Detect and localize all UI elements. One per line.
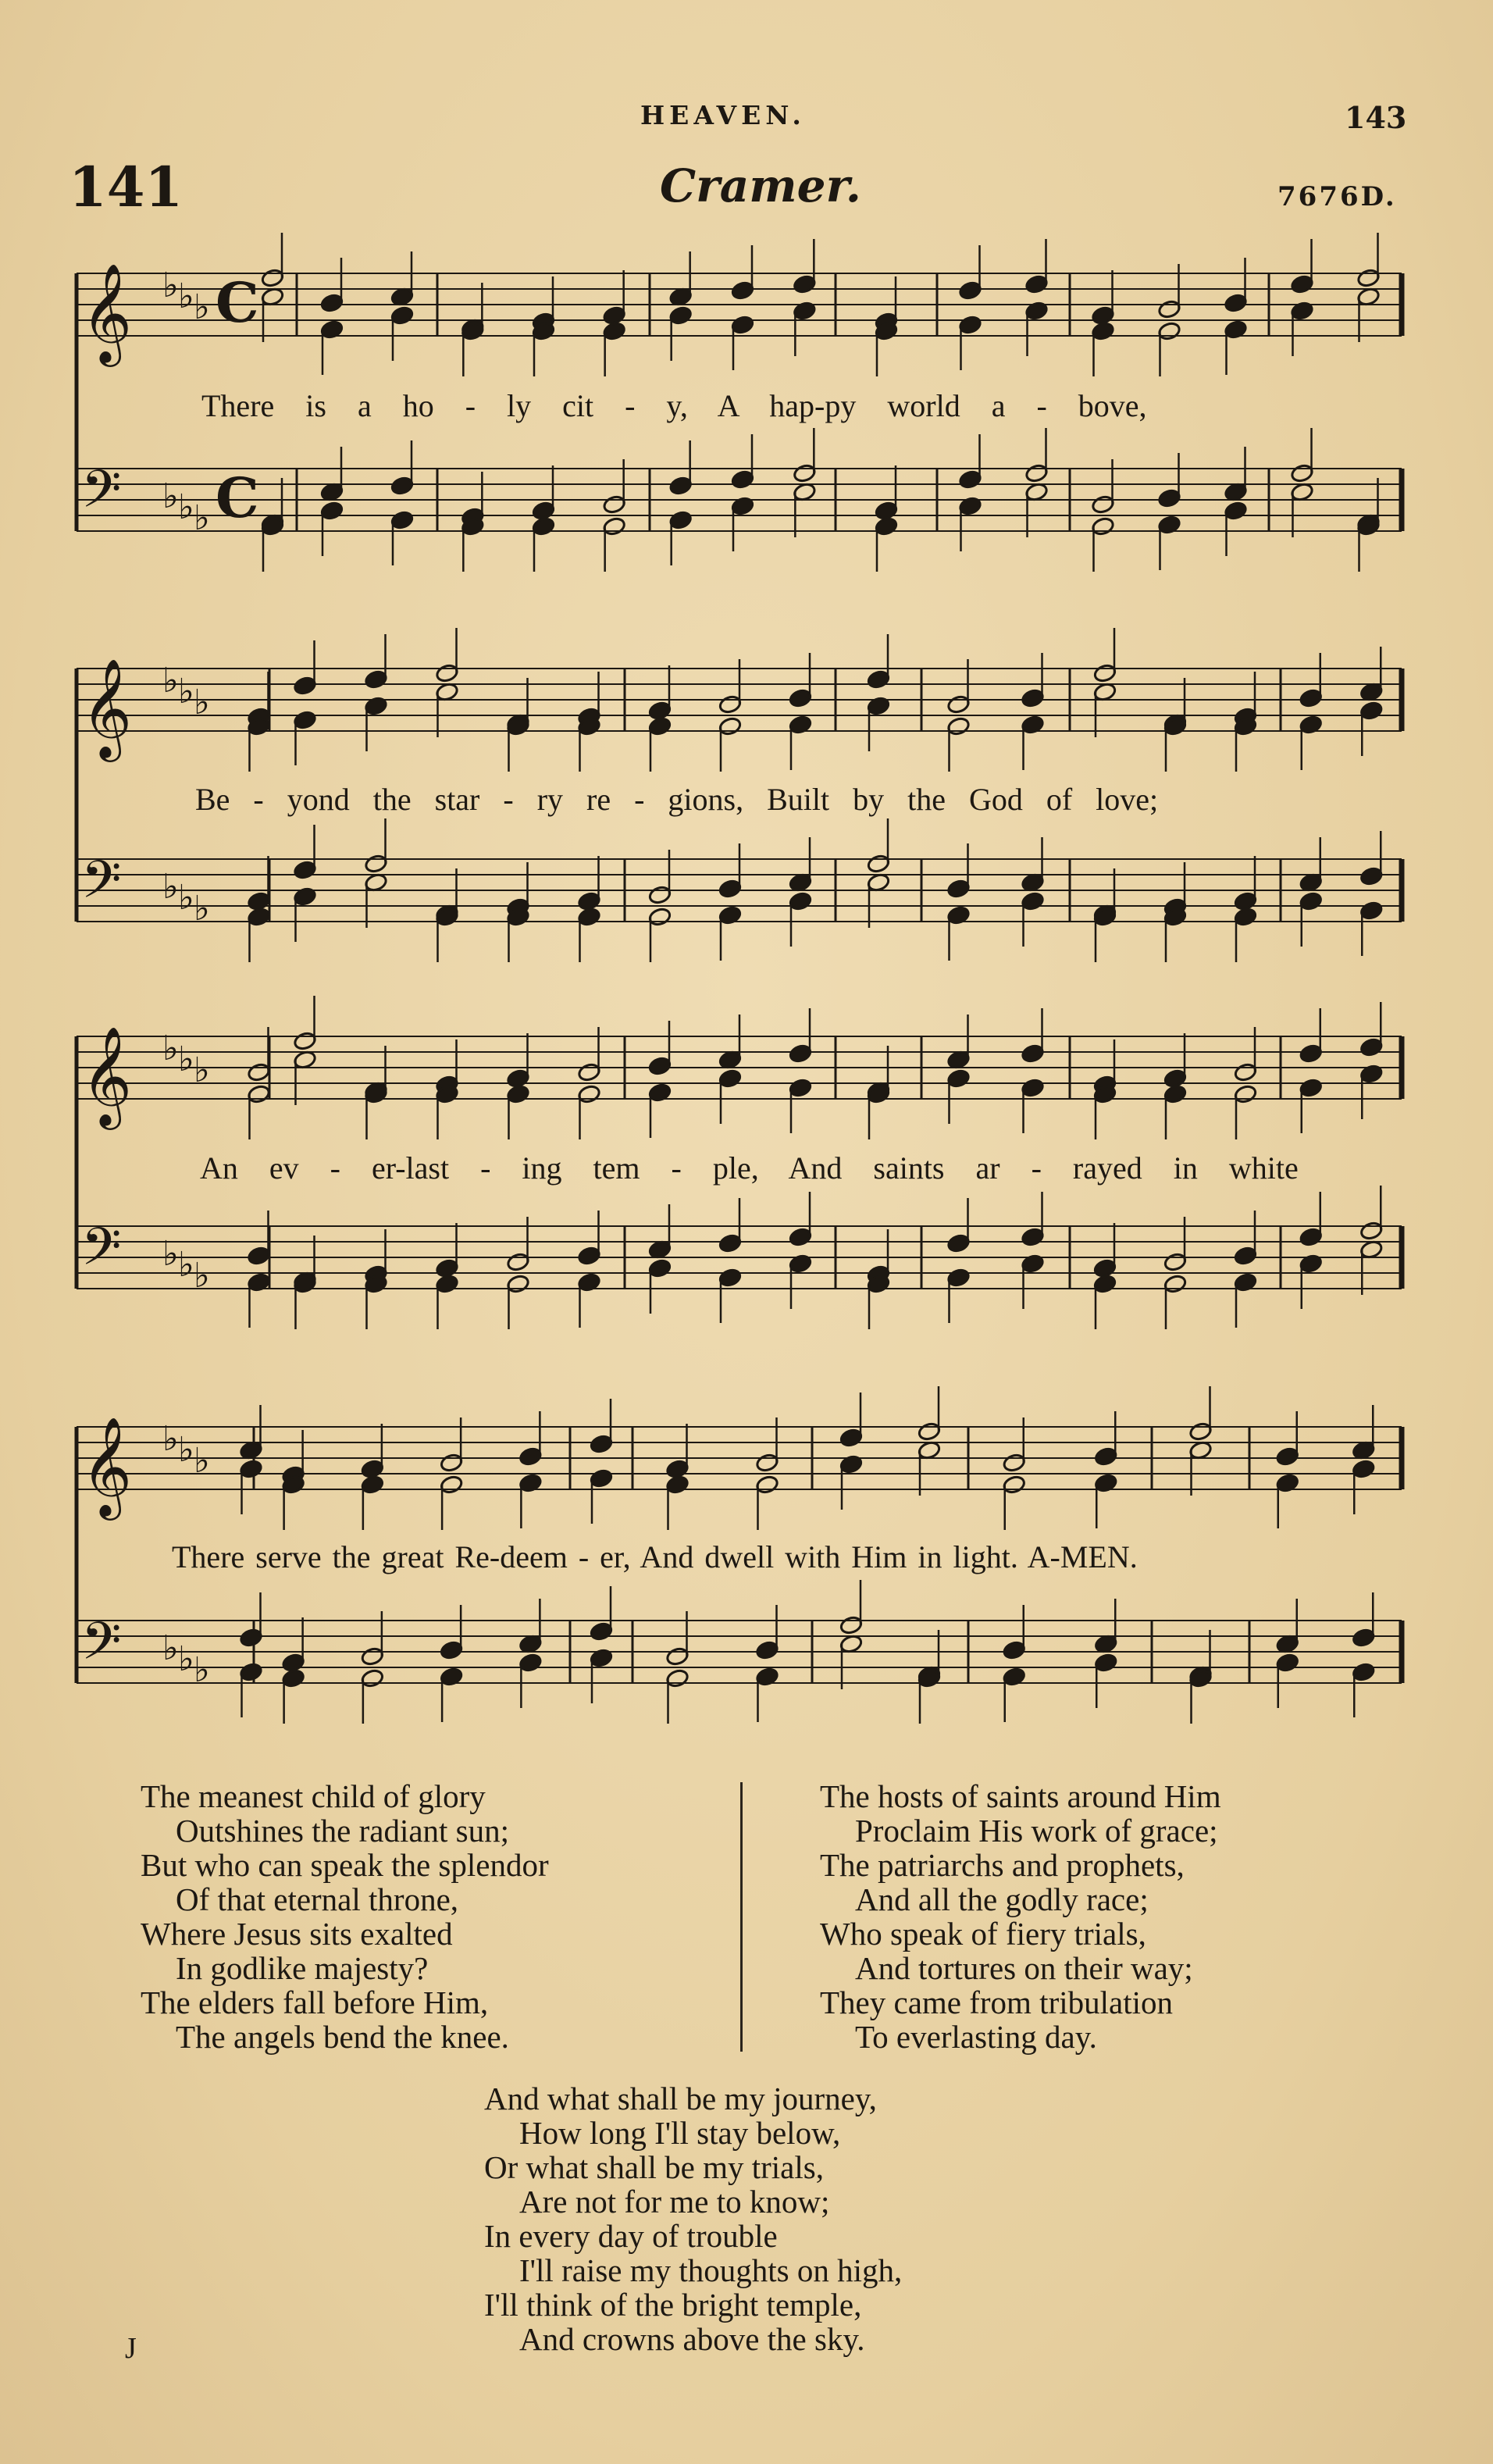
stanza-4 — [484, 2081, 902, 2356]
notehead — [1299, 1227, 1323, 1247]
stanza-line: Where Jesus sits exalted — [141, 1916, 453, 1952]
notehead — [590, 1468, 614, 1489]
notehead — [1091, 321, 1115, 341]
notehead — [1163, 1068, 1188, 1089]
notehead — [867, 669, 891, 690]
stanza-line: And tortures on their way; — [855, 1950, 1193, 1986]
notehead — [1359, 701, 1384, 721]
bass-clef: 𝄢 — [81, 1217, 122, 1289]
notehead — [946, 879, 971, 899]
notehead — [789, 1043, 813, 1064]
treble-clef: 𝄞 — [81, 262, 133, 362]
notehead — [1094, 1446, 1118, 1467]
notehead — [718, 1068, 743, 1089]
lyric-line-4: There serve the great Re-deem - er, And dwell with Him in light. A-MEN. — [172, 1539, 1138, 1574]
notehead — [361, 1668, 385, 1688]
stanza-line: To everlasting day. — [855, 2019, 1097, 2055]
notehead — [390, 305, 415, 326]
flat-sign: ♭ — [178, 1245, 194, 1285]
notehead — [364, 696, 388, 716]
notehead — [1359, 1221, 1384, 1241]
notehead — [1290, 274, 1314, 294]
notehead — [1091, 494, 1115, 515]
notehead — [1094, 1653, 1118, 1673]
notehead — [1093, 1274, 1117, 1294]
notehead — [281, 1653, 305, 1673]
notehead — [648, 1082, 672, 1103]
flat-sign: ♭ — [178, 1430, 194, 1470]
bass-clef: 𝄢 — [81, 1611, 122, 1684]
notehead — [867, 854, 891, 874]
stanza-line: The meanest child of glory — [141, 1778, 486, 1814]
flat-sign: ♭ — [194, 889, 210, 929]
flat-sign: ♭ — [194, 287, 210, 327]
stanza-line: Who speak of fiery trials, — [820, 1916, 1146, 1952]
flat-sign: ♭ — [194, 683, 210, 722]
lyric-line-1: There is a ho - ly cit - y, A hap-py world a - bove, — [201, 388, 1147, 423]
notehead — [793, 301, 817, 321]
notehead — [361, 1474, 385, 1495]
notehead — [1021, 688, 1045, 708]
notehead — [1299, 891, 1323, 911]
notehead — [665, 1459, 689, 1479]
notehead — [577, 1246, 601, 1266]
notehead — [789, 715, 813, 735]
notehead — [293, 886, 317, 907]
notehead — [1275, 1473, 1299, 1493]
treble-clef: 𝄞 — [81, 1025, 133, 1125]
notehead — [247, 1246, 271, 1266]
stanza-line: The elders fall before Him, — [141, 1984, 489, 2020]
notehead — [1188, 1421, 1213, 1442]
stanza-line: I'll raise my thoughts on high, — [519, 2252, 903, 2288]
notehead — [789, 688, 813, 708]
notehead — [590, 1434, 614, 1454]
notehead — [867, 696, 891, 716]
notehead — [946, 716, 971, 736]
notehead — [668, 305, 693, 326]
stanza-line: The patriarchs and prophets, — [820, 1847, 1185, 1883]
notehead — [665, 1646, 689, 1667]
stanza-3 — [820, 1779, 1221, 2054]
notehead — [239, 1662, 263, 1682]
notehead — [293, 1031, 317, 1051]
notehead — [1234, 907, 1258, 927]
flat-sign: ♭ — [162, 1419, 179, 1459]
flat-sign: ♭ — [194, 1050, 210, 1090]
stanza-line: And all the godly race; — [855, 1881, 1149, 1917]
notehead — [875, 516, 899, 537]
notehead — [577, 1062, 601, 1082]
notehead — [1356, 268, 1381, 288]
notehead — [1299, 688, 1323, 708]
notehead — [1234, 891, 1258, 911]
notehead — [648, 885, 672, 905]
notehead — [506, 1252, 530, 1272]
notehead — [946, 1233, 971, 1253]
notehead — [718, 879, 743, 899]
stanza-line: Proclaim His work of grace; — [855, 1813, 1218, 1849]
notehead — [1094, 1473, 1118, 1493]
notehead — [506, 1084, 530, 1104]
notehead — [518, 1653, 543, 1673]
notehead — [789, 1227, 813, 1247]
flat-sign: ♭ — [178, 672, 194, 711]
notehead — [440, 1667, 464, 1687]
notehead — [1157, 488, 1181, 508]
notehead — [247, 907, 271, 927]
notehead — [577, 891, 601, 911]
bass-clef: 𝄢 — [81, 459, 122, 532]
flat-sign: ♭ — [162, 266, 179, 305]
flat-sign: ♭ — [178, 1039, 194, 1079]
notehead — [648, 1258, 672, 1278]
stanza-line: Of that eternal throne, — [176, 1881, 459, 1917]
notehead — [239, 1459, 263, 1479]
running-head: HEAVEN. — [640, 100, 806, 130]
notehead — [1290, 463, 1314, 483]
stanza-line: And crowns above the sky. — [519, 2321, 865, 2357]
notehead — [247, 1084, 271, 1104]
notehead — [1157, 321, 1181, 341]
treble-clef: 𝄞 — [81, 1416, 133, 1516]
notehead — [946, 905, 971, 925]
notehead — [506, 1068, 530, 1089]
notehead — [839, 1615, 864, 1635]
notehead — [1002, 1667, 1026, 1687]
notehead — [755, 1640, 779, 1660]
notehead — [731, 469, 755, 490]
notehead — [1163, 1252, 1188, 1272]
notehead — [532, 516, 556, 537]
signature-letter: J — [125, 2332, 137, 2365]
notehead — [1021, 715, 1045, 735]
notehead — [1021, 1043, 1045, 1064]
notehead — [958, 496, 982, 516]
notehead — [440, 1453, 464, 1473]
notehead — [958, 469, 982, 490]
flat-sign: ♭ — [194, 1650, 210, 1690]
flat-sign: ♭ — [178, 878, 194, 918]
notehead — [247, 1062, 271, 1082]
notehead — [789, 1078, 813, 1098]
notehead — [1093, 1258, 1117, 1278]
stanza-line: But who can speak the splendor — [141, 1847, 549, 1883]
notehead — [1093, 663, 1117, 683]
notehead — [364, 669, 388, 690]
stanza-line: In every day of trouble — [484, 2218, 778, 2254]
notehead — [718, 905, 743, 925]
notehead — [577, 1084, 601, 1104]
notehead — [1021, 1078, 1045, 1098]
flat-sign: ♭ — [178, 1639, 194, 1679]
notehead — [789, 1253, 813, 1274]
notehead — [390, 510, 415, 530]
flat-sign: ♭ — [162, 1029, 179, 1068]
notehead — [648, 701, 672, 721]
notehead — [1299, 715, 1323, 735]
notehead — [839, 1454, 864, 1474]
notehead — [665, 1668, 689, 1688]
notehead — [320, 319, 344, 340]
notehead — [1359, 866, 1384, 886]
notehead — [532, 501, 556, 521]
notehead — [946, 1268, 971, 1288]
notehead — [755, 1474, 779, 1495]
notehead — [1002, 1474, 1026, 1495]
notehead — [364, 854, 388, 874]
stanza-line: In godlike majesty? — [176, 1950, 429, 1986]
notehead — [1299, 1078, 1323, 1098]
page-number: 143 — [1345, 100, 1407, 135]
stanza-2 — [141, 1779, 549, 2054]
notehead — [1091, 516, 1115, 537]
notehead — [281, 1668, 305, 1688]
notehead — [668, 476, 693, 496]
notehead — [361, 1459, 385, 1479]
notehead — [668, 510, 693, 530]
notehead — [1163, 1084, 1188, 1104]
notehead — [293, 710, 317, 730]
notehead — [718, 694, 743, 715]
notehead — [435, 663, 459, 683]
notehead — [1163, 1274, 1188, 1294]
notehead — [793, 274, 817, 294]
notehead — [518, 1473, 543, 1493]
notehead — [602, 516, 626, 537]
notehead — [577, 1272, 601, 1293]
notehead — [918, 1421, 942, 1442]
tune-name: Cramer. — [660, 159, 861, 212]
time-signature: C — [216, 270, 259, 335]
notehead — [247, 1272, 271, 1293]
notehead — [239, 1628, 263, 1648]
notehead — [1157, 299, 1181, 319]
notehead — [731, 315, 755, 335]
stanza-line: The hosts of saints around Him — [820, 1778, 1221, 1814]
notehead — [1234, 1084, 1258, 1104]
notehead — [590, 1621, 614, 1642]
notehead — [602, 305, 626, 326]
stanza-line: Outshines the radiant sun; — [176, 1813, 510, 1849]
notehead — [648, 716, 672, 736]
flat-sign: ♭ — [162, 1234, 179, 1274]
flat-sign: ♭ — [178, 487, 194, 527]
flat-sign: ♭ — [162, 661, 179, 701]
notehead — [1290, 301, 1314, 321]
notehead — [1359, 1037, 1384, 1057]
notehead — [789, 891, 813, 911]
notehead — [839, 1428, 864, 1448]
notehead — [648, 1056, 672, 1076]
notehead — [320, 501, 344, 521]
notehead — [1234, 1272, 1258, 1293]
notehead — [435, 1258, 459, 1278]
notehead — [1352, 1459, 1376, 1479]
notehead — [1024, 274, 1049, 294]
notehead — [261, 268, 285, 288]
notehead — [958, 280, 982, 301]
notehead — [247, 891, 271, 911]
notehead — [665, 1474, 689, 1495]
notehead — [718, 1233, 743, 1253]
notehead — [958, 315, 982, 335]
flat-sign: ♭ — [162, 867, 179, 907]
notehead — [1021, 1253, 1045, 1274]
notehead — [648, 907, 672, 927]
time-signature: C — [216, 465, 259, 530]
lyric-line-3: An ev - er-last - ing tem - ple, And saints ar - rayed in white — [200, 1150, 1299, 1186]
stanza-divider — [740, 1782, 743, 2052]
notehead — [1275, 1653, 1299, 1673]
notehead — [1352, 1662, 1376, 1682]
notehead — [1224, 501, 1248, 521]
hymn-number: 141 — [69, 155, 184, 219]
lyric-line-2: Be - yond the star - ry re - gions, Built by the God of love; — [195, 782, 1159, 817]
stanza-line: I'll think of the bright temple, — [484, 2287, 862, 2323]
stanza-line: The angels bend the knee. — [176, 2019, 509, 2055]
notehead — [1224, 319, 1248, 340]
notehead — [1224, 293, 1248, 313]
notehead — [718, 716, 743, 736]
notehead — [1024, 301, 1049, 321]
notehead — [1299, 1043, 1323, 1064]
notehead — [946, 694, 971, 715]
notehead — [793, 463, 817, 483]
notehead — [590, 1648, 614, 1668]
notehead — [602, 321, 626, 341]
notehead — [293, 676, 317, 696]
notehead — [518, 1446, 543, 1467]
notehead — [1002, 1640, 1026, 1660]
notehead — [602, 494, 626, 515]
notehead — [1091, 305, 1115, 326]
flat-sign: ♭ — [194, 1441, 210, 1481]
flat-sign: ♭ — [194, 498, 210, 538]
notehead — [1234, 1062, 1258, 1082]
flat-sign: ♭ — [162, 1628, 179, 1668]
notehead — [718, 1268, 743, 1288]
notehead — [506, 1274, 530, 1294]
notehead — [390, 476, 415, 496]
notehead — [577, 907, 601, 927]
notehead — [1157, 515, 1181, 535]
notehead — [1024, 463, 1049, 483]
stanza-line: How long I'll stay below, — [519, 2115, 841, 2151]
flat-sign: ♭ — [162, 476, 179, 516]
flat-sign: ♭ — [178, 276, 194, 316]
notehead — [1021, 1227, 1045, 1247]
notehead — [320, 293, 344, 313]
stanza-line: Or what shall be my trials, — [484, 2149, 824, 2185]
notehead — [1234, 1246, 1258, 1266]
notehead — [1359, 900, 1384, 921]
notehead — [731, 280, 755, 301]
notehead — [755, 1453, 779, 1473]
stanza-line: They came from tribulation — [820, 1984, 1173, 2020]
notehead — [946, 1068, 971, 1089]
notehead — [1021, 891, 1045, 911]
notehead — [755, 1667, 779, 1687]
notehead — [1359, 1064, 1384, 1084]
notehead — [1002, 1453, 1026, 1473]
notehead — [435, 1274, 459, 1294]
notehead — [1299, 1253, 1323, 1274]
notehead — [293, 860, 317, 880]
notehead — [440, 1474, 464, 1495]
treble-clef: 𝄞 — [81, 658, 133, 758]
notehead — [875, 501, 899, 521]
meter: 7676D. — [1277, 181, 1397, 212]
flat-sign: ♭ — [194, 1256, 210, 1296]
notehead — [731, 496, 755, 516]
stanza-line: Are not for me to know; — [519, 2184, 830, 2220]
notehead — [1352, 1628, 1376, 1648]
bass-clef: 𝄢 — [81, 850, 122, 922]
stanza-line: And what shall be my journey, — [484, 2081, 877, 2116]
notehead — [440, 1640, 464, 1660]
notehead — [361, 1646, 385, 1667]
notehead — [1275, 1446, 1299, 1467]
